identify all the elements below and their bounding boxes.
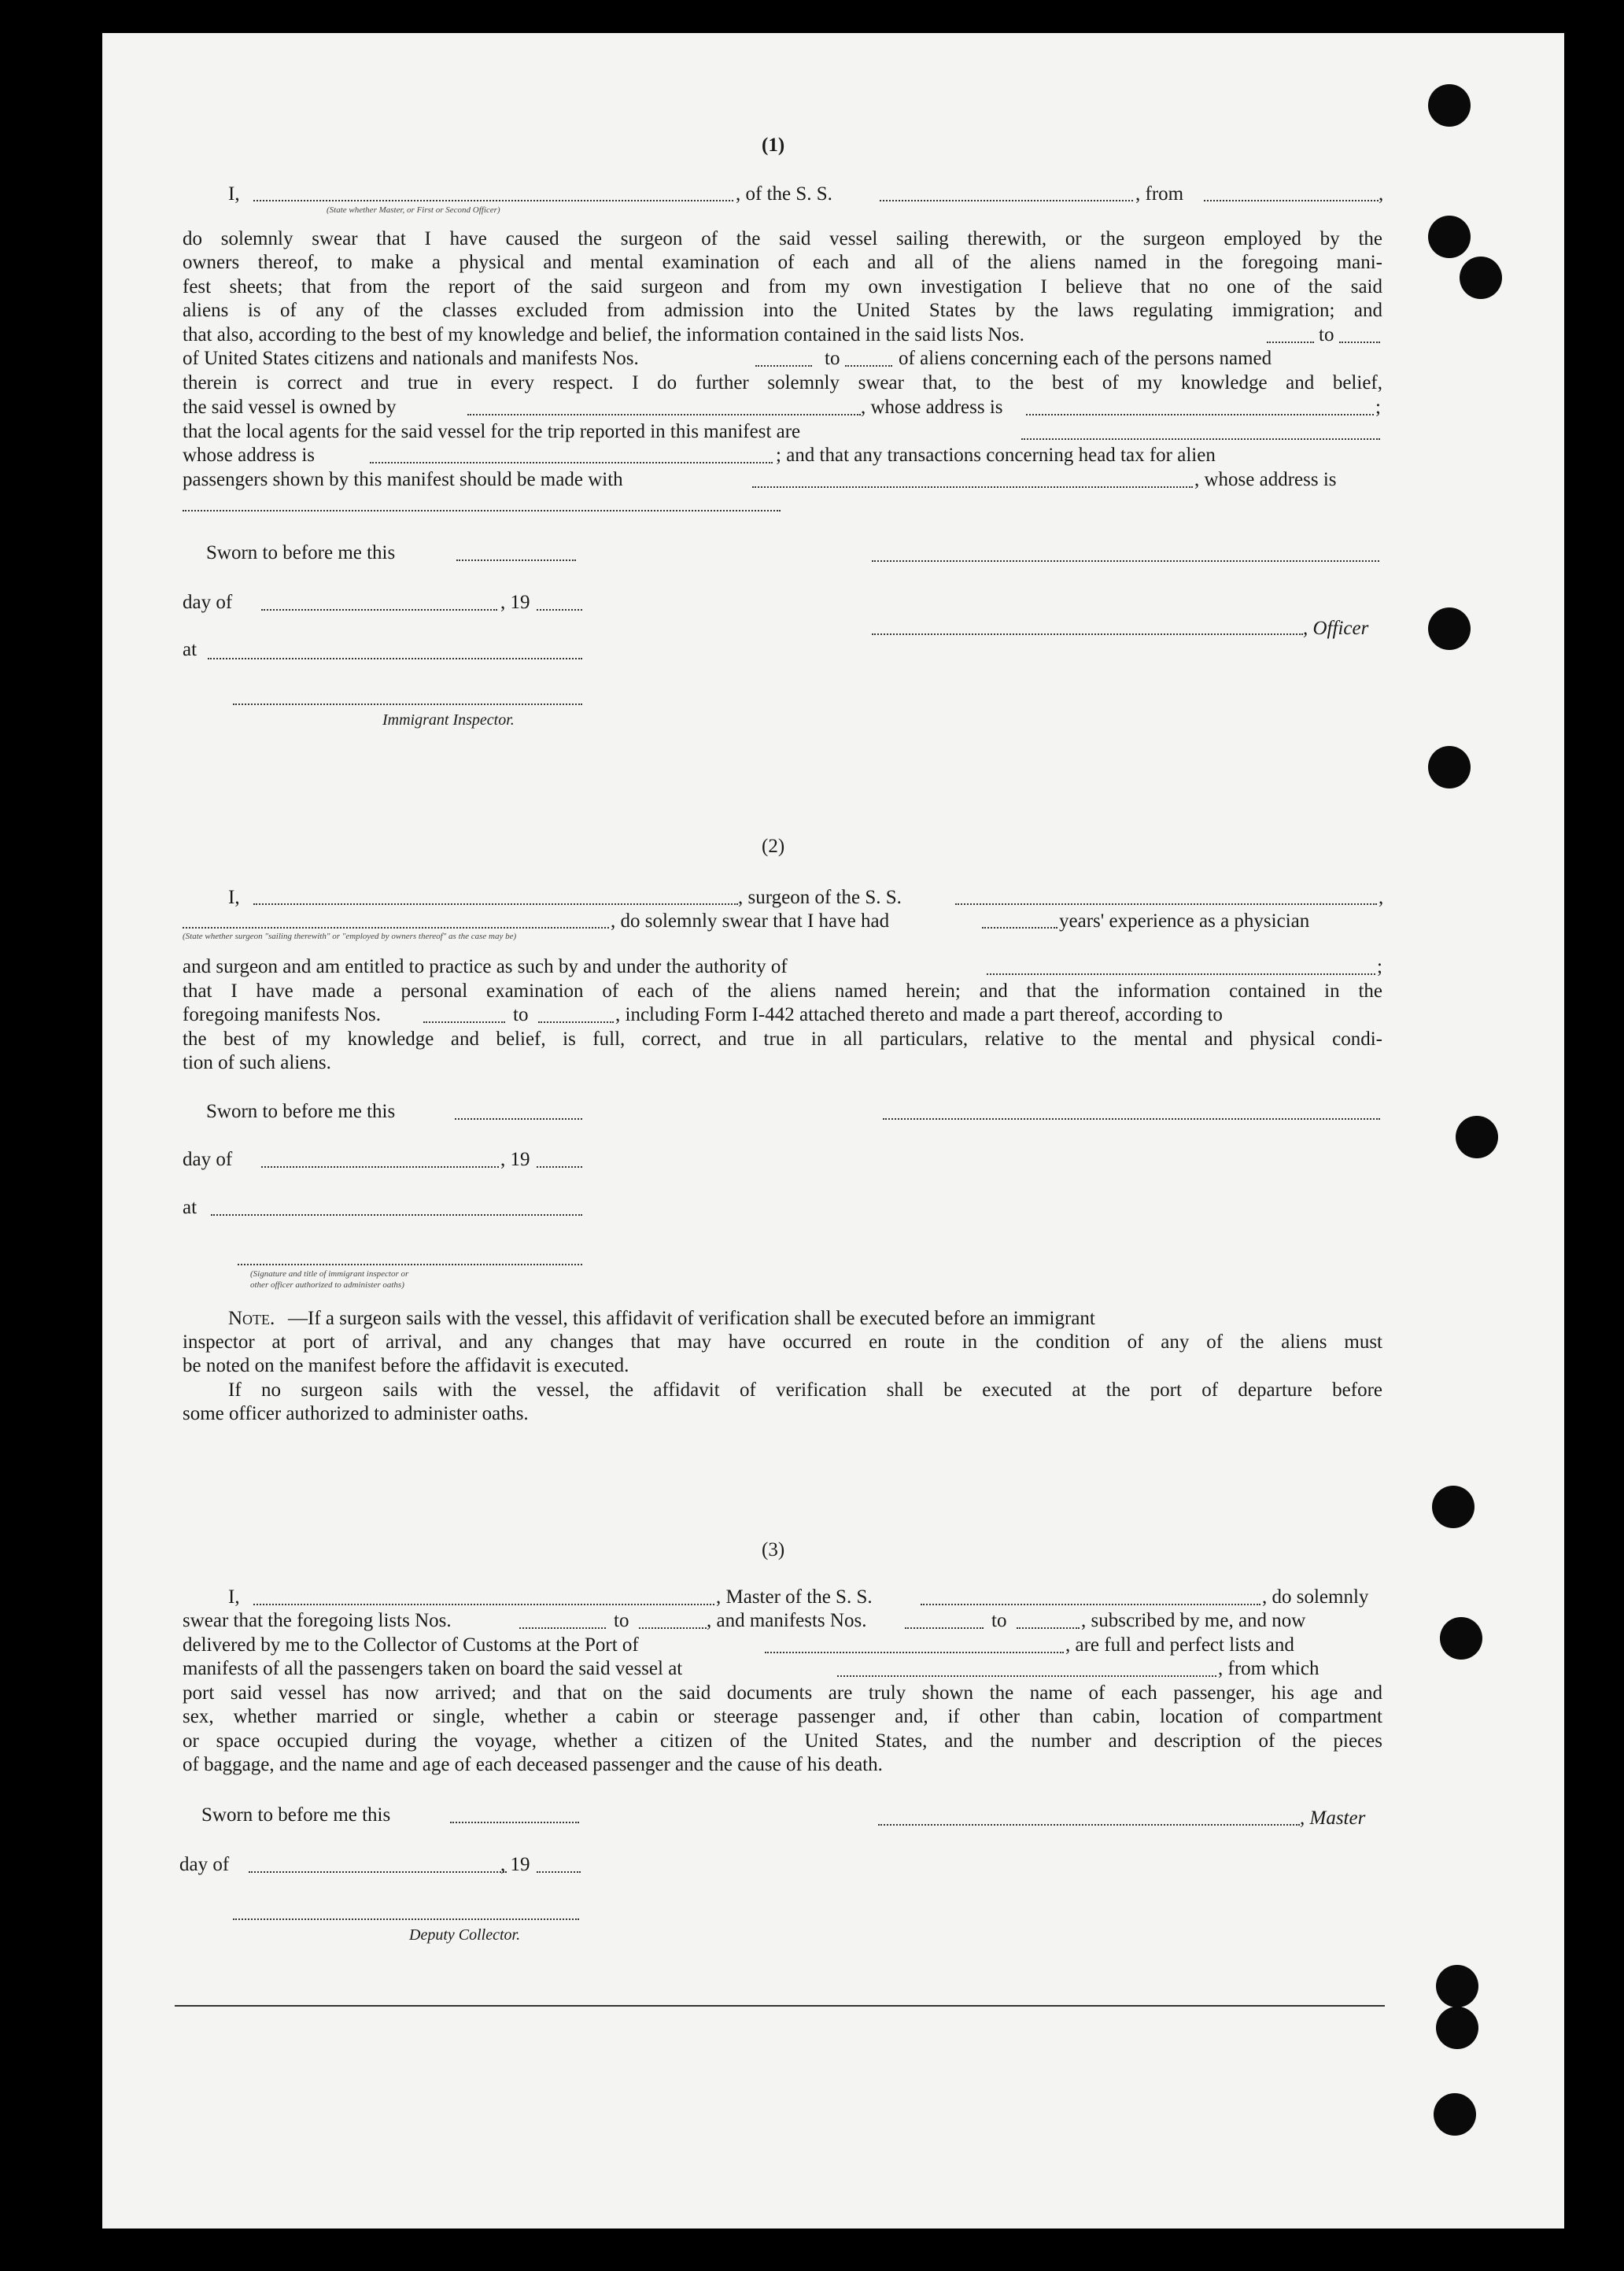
officer-signature-field[interactable] [872, 633, 1303, 635]
sworn-month-field[interactable] [261, 1166, 499, 1168]
note-line: If no surgeon sails with the vessel, the affidavit of verification shall be executed at the port of departure before [228, 1379, 1382, 1401]
note-line: —If a surgeon sails with the vessel, this affidavit of verification shall be executed before an immigrant [288, 1308, 1095, 1329]
deputy-signature-field[interactable] [233, 1918, 579, 1920]
sworn-label: Sworn to before me this [206, 1101, 396, 1122]
surgeon-name-field[interactable] [253, 903, 738, 905]
sworn-place-field[interactable] [208, 658, 582, 659]
master-manifests-to-field[interactable] [1017, 1627, 1080, 1629]
swear-lists-label: swear that the foregoing lists Nos. [183, 1610, 452, 1631]
signature-caption: other officer authorized to administer oaths) [250, 1280, 404, 1290]
sworn-label: Sworn to before me this [206, 542, 396, 563]
sworn-day-field[interactable] [455, 1118, 582, 1120]
punch-hole [1434, 2093, 1476, 2136]
section-2-body-line: that I have made a personal examination of each of the aliens named herein; and that the information contained in the [183, 980, 1382, 1002]
section-2-number: (2) [762, 836, 785, 857]
manifests-to-field[interactable] [845, 365, 892, 367]
to-label: to [991, 1610, 1007, 1631]
year-label: , 19 [500, 1149, 530, 1170]
section-2-body-line: tion of such aliens. [183, 1052, 331, 1073]
note-label [228, 1307, 275, 1331]
section-3-number: (3) [762, 1539, 785, 1560]
authority-label: and surgeon and am entitled to practice as such by and under the authority of [183, 956, 788, 977]
delivered-label: delivered by me to the Collector of Customs at the Port of [183, 1634, 639, 1656]
note-line: inspector at port of arrival, and any changes that may have occurred en route in the condition of any of the aliens must [183, 1331, 1382, 1353]
head-tax-agent-label: passengers shown by this manifest should be made with [183, 469, 623, 490]
year-label: , 19 [500, 592, 530, 613]
day-of-label: day of [183, 592, 233, 613]
owner-address-field[interactable] [1026, 414, 1374, 415]
affiant-name-field[interactable] [253, 200, 733, 201]
from-which-text: , from which [1218, 1658, 1320, 1679]
to-label: to [1319, 324, 1334, 345]
master-of-ss-label: , Master of the S. S. [716, 1586, 873, 1608]
sworn-place-field[interactable] [211, 1214, 582, 1216]
note-label-text: Note. [228, 1308, 275, 1329]
punch-hole [1428, 746, 1471, 788]
year-label: , 19 [500, 1854, 530, 1875]
signature-caption: (Signature and title of immigrant inspector or [250, 1269, 409, 1279]
note-line: be noted on the manifest before the affidavit is executed. [183, 1355, 629, 1376]
master-name-field[interactable] [253, 1604, 714, 1605]
section-3-body-line: port said vessel has now arrived; and that on the said documents are truly shown the name of each passenger, his age and [183, 1682, 1382, 1704]
sworn-day-field[interactable] [456, 559, 576, 561]
from-label: , from [1135, 183, 1184, 205]
sworn-year-field[interactable] [537, 609, 582, 611]
manifests-from-field[interactable] [755, 365, 812, 367]
punch-hole [1436, 1965, 1478, 2007]
punch-hole [1460, 257, 1502, 299]
head-tax-agent-field[interactable] [752, 486, 1193, 488]
master-signature-field[interactable] [878, 1824, 1300, 1826]
section-1-body-line: fest sheets; that from the report of the said surgeon and from my own investigation I believe that no one of the said [183, 276, 1382, 297]
section-1-body-line: of United States citizens and nationals and manifests Nos. [183, 348, 639, 369]
whose-address-label: , whose address is [1194, 469, 1337, 490]
section-1-body-line: owners thereof, to make a physical and mental examination of each and all of the aliens named in the foregoing mani- [183, 252, 1382, 273]
including-form-text: , including Form I-442 attached thereto and made a part thereof, according to [615, 1004, 1223, 1025]
whose-address-label: , whose address is [861, 397, 1003, 418]
citizen-lists-to-field[interactable] [1339, 342, 1380, 343]
punch-hole [1432, 1486, 1475, 1528]
surgeon-status-field[interactable] [183, 927, 609, 929]
inspector-signature-field[interactable] [233, 703, 582, 705]
section-3-body-line: of baggage, and the name and age of each deceased passenger and the cause of his death. [183, 1754, 883, 1775]
head-tax-agent-address-field[interactable] [183, 510, 781, 511]
punch-hole [1428, 216, 1471, 258]
authority-field[interactable] [987, 973, 1375, 975]
punch-hole [1428, 84, 1471, 127]
inspector-signature-field[interactable] [238, 1264, 582, 1265]
to-label: to [614, 1610, 629, 1631]
departure-port-field[interactable] [1204, 200, 1379, 201]
note-line: some officer authorized to administer oaths. [183, 1403, 529, 1424]
line-end-comma: , [1379, 887, 1384, 908]
affiant-role-caption: (State whether Master, or First or Second Officer) [327, 205, 500, 215]
bottom-rule [175, 2005, 1385, 2007]
sworn-year-field[interactable] [537, 1871, 581, 1873]
master-vessel-field[interactable] [921, 1604, 1260, 1605]
sworn-day-field[interactable] [450, 1822, 579, 1823]
years-experience-text: years' experience as a physician [1059, 910, 1310, 932]
section-1-body-line: therein is correct and true in every respect. I do further solemnly swear that, to the best of my knowledge and belief, [183, 372, 1382, 393]
section-2-body-line: the best of my knowledge and belief, is full, correct, and true in all particulars, relative to the mental and physical condi- [183, 1028, 1382, 1050]
head-tax-text: ; and that any transactions concerning head tax for alien [776, 445, 1216, 466]
surgeon-vessel-field[interactable] [955, 903, 1377, 905]
owned-by-label: the said vessel is owned by [183, 397, 397, 418]
local-agents-field[interactable] [1021, 438, 1380, 440]
sworn-month-field[interactable] [261, 609, 497, 611]
punch-hole [1428, 607, 1471, 650]
section-3-body-line: or space occupied during the voyage, whether a citizen of the United States, and the number and description of the pieces [183, 1730, 1382, 1752]
agents-address-field[interactable] [370, 462, 773, 463]
line-end-semicolon: ; [1377, 956, 1382, 977]
affiant-prefix: I, [228, 183, 240, 205]
do-solemnly-text: , do solemnly swear that I have had [611, 910, 890, 932]
day-of-label: day of [183, 1149, 233, 1170]
citizen-lists-from-field[interactable] [1267, 342, 1314, 343]
line-end-semicolon: ; [1375, 397, 1381, 418]
local-agents-label: that the local agents for the said vessel for the trip reported in this manifest are [183, 421, 801, 442]
sworn-month-field[interactable] [249, 1871, 507, 1873]
years-experience-field[interactable] [982, 927, 1057, 929]
master-manifests-from-field[interactable] [905, 1627, 984, 1629]
surgeon-status-caption: (State whether surgeon "sailing therewith" or "employed by owners thereof" as the case may be) [183, 932, 517, 941]
deputy-label: Deputy Collector. [409, 1926, 521, 1944]
sworn-label: Sworn to before me this [201, 1804, 391, 1826]
section-1-body-line: do solemnly swear that I have caused the surgeon of the said vessel sailing therewith, or the surgeon employed by the [183, 228, 1382, 249]
section-1-body-line: that also, according to the best of my knowledge and belief, the information contained in the said lists Nos. [183, 324, 1024, 345]
surgeon-signature-field[interactable] [883, 1118, 1380, 1120]
customs-port-field[interactable] [765, 1652, 1064, 1653]
section-1-number: (1) [762, 135, 785, 156]
whose-address-label: whose address is [183, 445, 316, 466]
do-solemnly-text: , do solemnly [1262, 1586, 1369, 1608]
surgeon-manifests-to-field[interactable] [538, 1021, 614, 1023]
manifests-all-label: manifests of all the passengers taken on board the said vessel at [183, 1658, 683, 1679]
inspector-label: Immigrant Inspector. [382, 711, 515, 729]
lists-from-field[interactable] [519, 1627, 606, 1629]
owner-field[interactable] [467, 414, 861, 415]
master-label: , Master [1300, 1808, 1366, 1829]
and-manifests-label: , and manifests Nos. [707, 1610, 867, 1631]
affiant-signature-field[interactable] [872, 560, 1379, 562]
foregoing-manifests-label: foregoing manifests Nos. [183, 1004, 382, 1025]
at-label: at [183, 1197, 197, 1218]
section-1-body-line: aliens is of any of the classes excluded from admission into the United States by the laws regulating immigration; and [183, 300, 1382, 321]
vessel-name-field[interactable] [880, 200, 1133, 201]
punch-hole [1436, 2007, 1478, 2049]
surgeon-of-ss-label: , surgeon of the S. S. [738, 887, 902, 908]
line-end-comma: , [1379, 183, 1384, 205]
subscribed-text: , subscribed by me, and now [1081, 1610, 1306, 1631]
punch-hole [1440, 1617, 1482, 1660]
lists-to-field[interactable] [639, 1627, 707, 1629]
surgeon-prefix: I, [228, 887, 240, 908]
embarkation-port-field[interactable] [837, 1675, 1216, 1677]
at-label: at [183, 639, 197, 660]
punch-hole [1456, 1116, 1498, 1158]
master-prefix: I, [228, 1586, 240, 1608]
to-label: to [825, 348, 840, 369]
of-aliens-text: of aliens concerning each of the persons named [899, 348, 1272, 369]
surgeon-manifests-from-field[interactable] [423, 1021, 505, 1023]
full-perfect-text: , are full and perfect lists and [1065, 1634, 1294, 1656]
of-ss-label: , of the S. S. [736, 183, 832, 205]
to-label: to [513, 1004, 529, 1025]
section-3-body-line: sex, whether married or single, whether a cabin or steerage passenger and, if other than cabin, location of compartment [183, 1706, 1382, 1727]
day-of-label: day of [179, 1854, 230, 1875]
officer-label: , Officer [1303, 618, 1369, 639]
sworn-year-field[interactable] [537, 1166, 582, 1168]
